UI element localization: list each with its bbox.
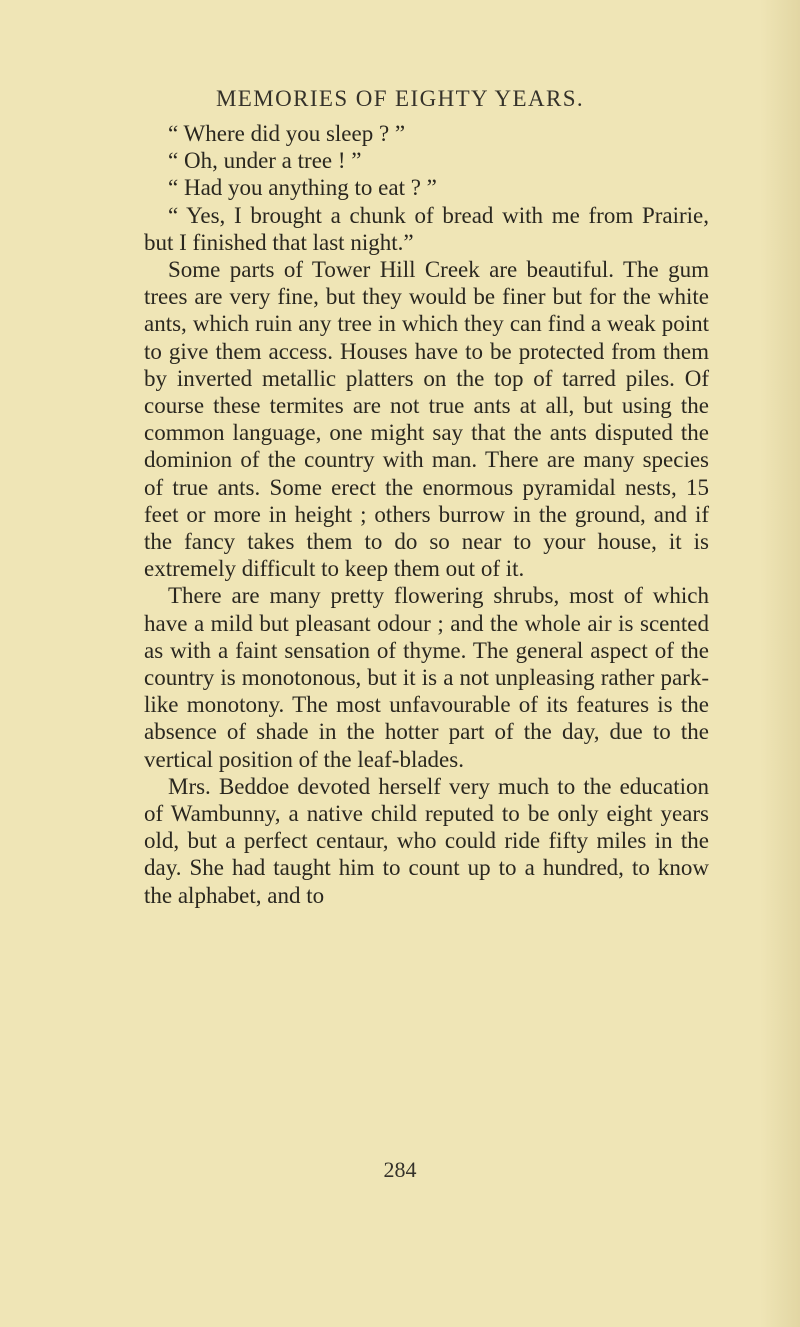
body-text (144, 120, 709, 909)
paragraph-flowering-shrubs: There are many pretty flowering shrubs, most of which have a mild but pleasant odour ; and the whole air is scented as with a faint sensation of thyme. The general aspect of the country is monotonous, but it is a not unpleasing rather park-like monotony. The most unfavourable of its features is the absence of shade in the hotter part of the day, due to the vertical position of the leaf-blades. (144, 583, 709, 772)
running-title: MEMORIES OF EIGHTY YEARS. (215, 86, 585, 111)
page-edge-shading (760, 0, 800, 1327)
page-number: 284 (383, 1157, 417, 1182)
paragraph-mrs-beddoe: Mrs. Beddoe devoted herself very much to the education of Wambunny, a native child reputed to be only eight years old, but a perfect centaur, who could ride fifty miles in the day. She had taught him to count up to a hundred, to know the alphabet, and to (144, 773, 709, 908)
dialogue-line-4: “ Yes, I brought a chunk of bread with me from Prairie, but I finished that last night.” (144, 202, 709, 255)
dialogue-line-1: “ Where did you sleep ? ” (168, 121, 406, 146)
dialogue-line-3: “ Had you anything to eat ? ” (168, 175, 437, 201)
paragraph-tower-hill-creek: Some parts of Tower Hill Creek are beautiful. The gum trees are very fine, but they would be finer but for the white ants, which ruin any tree in which they can find a weak point to give them access. Houses have to be protected from them by inverted metallic platters on the top of tarred piles. Of course these termites are not true ants at all, but using the common language, one might say that the ants disputed the dominion of the country with man. There are many species of true ants. Some erect the enormous pyramidal nests, 15 feet or more in height ; others burrow in the ground, and if the fancy takes them to do so near to your house, it is extremely difficult to keep them out of it. (144, 257, 709, 582)
dialogue-line-2: “ Oh, under a tree ! ” (168, 148, 362, 174)
